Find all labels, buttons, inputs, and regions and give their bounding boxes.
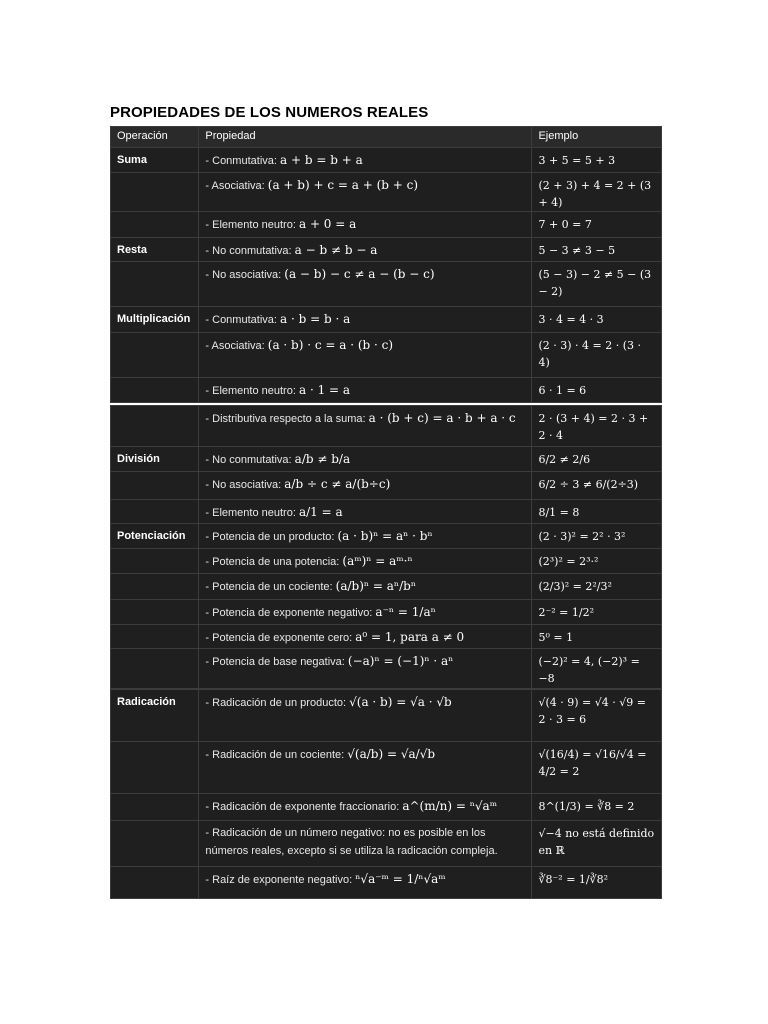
operation-cell <box>111 500 199 524</box>
property-text: - No asociativa: <box>205 269 285 281</box>
operation-cell <box>111 821 199 867</box>
example-formula: 8^(1/3) = ∛8 = 2 <box>538 800 635 813</box>
property-text: - Elemento neutro: <box>205 219 299 231</box>
header-operation: Operación <box>111 127 199 148</box>
property-formula: (a · b)ⁿ = aⁿ · bⁿ <box>337 529 433 543</box>
example-cell <box>532 600 662 625</box>
example-cell <box>532 307 662 333</box>
operation-label <box>117 794 192 798</box>
property-text: - Potencia de un cociente: <box>205 581 336 593</box>
operation-cell <box>111 447 199 472</box>
operation-label <box>117 173 192 177</box>
operation-label <box>117 472 192 476</box>
property-text: - Radicación de un cociente: <box>205 749 348 761</box>
property-cell <box>199 406 532 447</box>
property-text: - No conmutativa: <box>205 454 295 466</box>
example-formula: (2 + 3) + 4 = 2 + (3 + 4) <box>538 179 652 209</box>
operation-cell <box>111 472 199 500</box>
property-cell <box>199 500 532 524</box>
property-cell <box>199 549 532 574</box>
example-formula: 6 · 1 = 6 <box>538 384 587 397</box>
table-row <box>111 649 662 689</box>
table-row <box>111 821 662 867</box>
property-text: - Asociativa: <box>205 180 268 192</box>
property-cell <box>199 625 532 649</box>
property-formula: √(a · b) = √a · √b <box>349 695 452 709</box>
property-formula: a · (b + c) = a · b + a · c <box>368 411 516 425</box>
operation-cell <box>111 867 199 899</box>
property-text: - Asociativa: <box>205 340 268 352</box>
example-formula: 5 − 3 ≠ 3 − 5 <box>538 244 616 257</box>
operation-label: Resta <box>117 244 147 256</box>
header-example: Ejemplo <box>532 127 662 148</box>
table-row <box>111 238 662 262</box>
table-row <box>111 625 662 649</box>
property-cell <box>199 238 532 262</box>
operation-label <box>117 500 192 504</box>
table-row <box>111 690 662 742</box>
example-formula: ∛8⁻² = 1/∛8² <box>538 873 609 886</box>
property-formula: ⁿ√a⁻ᵐ = 1/ⁿ√aᵐ <box>355 872 446 886</box>
property-text: - No asociativa: <box>205 479 285 491</box>
example-formula: (−2)² = 4, (−2)³ = −8 <box>538 655 640 685</box>
operation-label <box>117 406 192 410</box>
property-cell <box>199 333 532 378</box>
operation-cell <box>111 173 199 212</box>
operation-cell <box>111 524 199 549</box>
property-cell <box>199 524 532 549</box>
property-cell <box>199 867 532 899</box>
operation-label: Radicación <box>117 696 176 708</box>
property-text: - Potencia de una potencia: <box>205 556 343 568</box>
property-cell <box>199 742 532 794</box>
table-row <box>111 262 662 307</box>
example-formula: √−4 no está definido en ℝ <box>538 827 655 857</box>
example-formula: 5⁰ = 1 <box>538 631 574 644</box>
example-cell <box>532 574 662 600</box>
example-cell <box>532 867 662 899</box>
example-cell <box>532 549 662 574</box>
table-row <box>111 333 662 378</box>
table-row <box>111 600 662 625</box>
operation-cell <box>111 148 199 173</box>
table-row <box>111 447 662 472</box>
operation-label <box>117 549 192 553</box>
example-cell <box>532 238 662 262</box>
operation-cell <box>111 238 199 262</box>
example-cell <box>532 524 662 549</box>
example-formula: 3 · 4 = 4 · 3 <box>538 313 604 326</box>
operation-cell <box>111 549 199 574</box>
example-cell <box>532 821 662 867</box>
property-cell <box>199 574 532 600</box>
example-formula: 7 + 0 = 7 <box>538 218 592 231</box>
property-text: - Elemento neutro: <box>205 507 299 519</box>
property-cell <box>199 173 532 212</box>
example-formula: √(16/4) = √16/√4 = 4/2 = 2 <box>538 748 647 778</box>
operation-label: Multiplicación <box>117 313 191 325</box>
example-cell <box>532 472 662 500</box>
operation-cell <box>111 649 199 689</box>
example-cell <box>532 173 662 212</box>
property-cell <box>199 262 532 307</box>
example-cell <box>532 742 662 794</box>
property-cell <box>199 690 532 742</box>
property-text: - No conmutativa: <box>205 245 295 257</box>
operation-cell <box>111 625 199 649</box>
operation-cell <box>111 212 199 238</box>
example-formula: √(4 · 9) = √4 · √9 = 2 · 3 = 6 <box>538 696 646 726</box>
example-cell <box>532 406 662 447</box>
operation-cell <box>111 690 199 742</box>
operation-label <box>117 262 192 266</box>
properties-table-part-2 <box>110 405 662 689</box>
properties-table-part-3 <box>110 689 662 899</box>
header-property: Propiedad <box>199 127 532 148</box>
property-cell <box>199 821 532 867</box>
example-formula: (2 · 3)² = 2² · 3² <box>538 530 626 543</box>
property-formula: (a/b)ⁿ = aⁿ/bⁿ <box>335 579 417 593</box>
page-title: PROPIEDADES DE LOS NUMEROS REALES <box>110 104 429 121</box>
operation-cell <box>111 742 199 794</box>
operation-cell <box>111 600 199 625</box>
example-formula: 3 + 5 = 5 + 3 <box>538 154 616 167</box>
operation-label <box>117 378 192 382</box>
operation-cell <box>111 307 199 333</box>
example-formula: 2 · (3 + 4) = 2 · 3 + 2 · 4 <box>538 412 649 442</box>
property-text: - Elemento neutro: <box>205 385 299 397</box>
property-formula: (a − b) − c ≠ a − (b − c) <box>284 267 435 281</box>
table-row <box>111 472 662 500</box>
property-text: - Potencia de un producto: <box>205 531 338 543</box>
example-cell <box>532 212 662 238</box>
example-cell <box>532 500 662 524</box>
property-cell <box>199 649 532 689</box>
operation-label <box>117 742 192 746</box>
property-formula: a · b = b · a <box>280 312 351 326</box>
property-formula: a/1 = a <box>298 505 343 519</box>
operation-label <box>117 212 192 216</box>
example-formula: (2³)² = 2³·² <box>538 555 599 568</box>
property-formula: (−a)ⁿ = (−1)ⁿ · aⁿ <box>347 654 454 668</box>
property-cell <box>199 472 532 500</box>
example-cell <box>532 447 662 472</box>
table-row <box>111 173 662 212</box>
example-cell <box>532 690 662 742</box>
operation-label <box>117 600 192 604</box>
table-row <box>111 212 662 238</box>
property-cell <box>199 794 532 821</box>
example-formula: (2 · 3) · 4 = 2 · (3 · 4) <box>538 339 642 369</box>
property-cell <box>199 148 532 173</box>
property-formula: (a + b) + c = a + (b + c) <box>267 178 419 192</box>
table-row <box>111 500 662 524</box>
property-cell <box>199 307 532 333</box>
property-text: - Distributiva respecto a la suma: <box>205 413 369 425</box>
property-text: - Conmutativa: <box>205 314 280 326</box>
operation-label: Potenciación <box>117 530 186 542</box>
property-formula: a⁻ⁿ = 1/aⁿ <box>375 605 436 619</box>
operation-cell <box>111 574 199 600</box>
table-header-row <box>111 127 662 148</box>
example-cell <box>532 378 662 403</box>
table-row <box>111 148 662 173</box>
operation-label <box>117 574 192 578</box>
property-text: - Radicación de un número negativo: no es posible en los números reales, excepto si se utiliza la radicación compleja. <box>205 827 498 857</box>
operation-cell <box>111 378 199 403</box>
table-row <box>111 307 662 333</box>
table-row <box>111 524 662 549</box>
example-formula: 8/1 = 8 <box>538 506 580 519</box>
example-formula: 2⁻² = 1/2² <box>538 606 595 619</box>
property-cell <box>199 212 532 238</box>
operation-label <box>117 625 192 629</box>
property-formula: a^(m/n) = ⁿ√aᵐ <box>402 799 498 813</box>
property-formula: a⁰ = 1, para a ≠ 0 <box>355 630 465 644</box>
property-cell <box>199 600 532 625</box>
property-text: - Conmutativa: <box>205 155 280 167</box>
property-formula: a/b ÷ c ≠ a/(b÷c) <box>284 477 391 491</box>
operation-cell <box>111 262 199 307</box>
operation-label <box>117 649 192 653</box>
properties-table-part-1 <box>110 126 662 403</box>
table-row <box>111 406 662 447</box>
operation-cell <box>111 406 199 447</box>
table-row <box>111 867 662 899</box>
example-cell <box>532 649 662 689</box>
operation-label <box>117 333 192 337</box>
example-formula: 6/2 ≠ 2/6 <box>538 453 591 466</box>
property-formula: a · 1 = a <box>298 383 351 397</box>
property-text: - Radicación de un producto: <box>205 697 350 709</box>
operation-label: División <box>117 453 160 465</box>
property-formula: a − b ≠ b − a <box>294 243 378 257</box>
property-formula: a + b = b + a <box>280 153 363 167</box>
example-cell <box>532 333 662 378</box>
property-cell <box>199 447 532 472</box>
property-text: - Potencia de exponente negativo: <box>205 607 376 619</box>
property-formula: (aᵐ)ⁿ = aᵐ·ⁿ <box>342 554 413 568</box>
operation-label <box>117 821 192 825</box>
property-formula: a/b ≠ b/a <box>294 452 351 466</box>
table-row <box>111 794 662 821</box>
example-cell <box>532 794 662 821</box>
property-text: - Potencia de base negativa: <box>205 656 348 668</box>
example-formula: (2/3)² = 2²/3² <box>538 580 612 593</box>
operation-cell <box>111 333 199 378</box>
table-row <box>111 742 662 794</box>
table-row <box>111 574 662 600</box>
table-row <box>111 549 662 574</box>
example-cell <box>532 148 662 173</box>
property-text: - Radicación de exponente fraccionario: <box>205 801 403 813</box>
operation-cell <box>111 794 199 821</box>
property-formula: √(a/b) = √a/√b <box>347 747 436 761</box>
operation-label: Suma <box>117 154 147 166</box>
example-cell <box>532 262 662 307</box>
property-cell <box>199 378 532 403</box>
property-formula: a + 0 = a <box>298 217 357 231</box>
property-formula: (a · b) · c = a · (b · c) <box>267 338 394 352</box>
property-text: - Raíz de exponente negativo: <box>205 874 356 886</box>
operation-label <box>117 867 192 871</box>
property-text: - Potencia de exponente cero: <box>205 632 356 644</box>
example-cell <box>532 625 662 649</box>
example-formula: (5 − 3) − 2 ≠ 5 − (3 − 2) <box>538 268 652 298</box>
example-formula: 6/2 ÷ 3 ≠ 6/(2÷3) <box>538 478 639 491</box>
table-row <box>111 378 662 403</box>
